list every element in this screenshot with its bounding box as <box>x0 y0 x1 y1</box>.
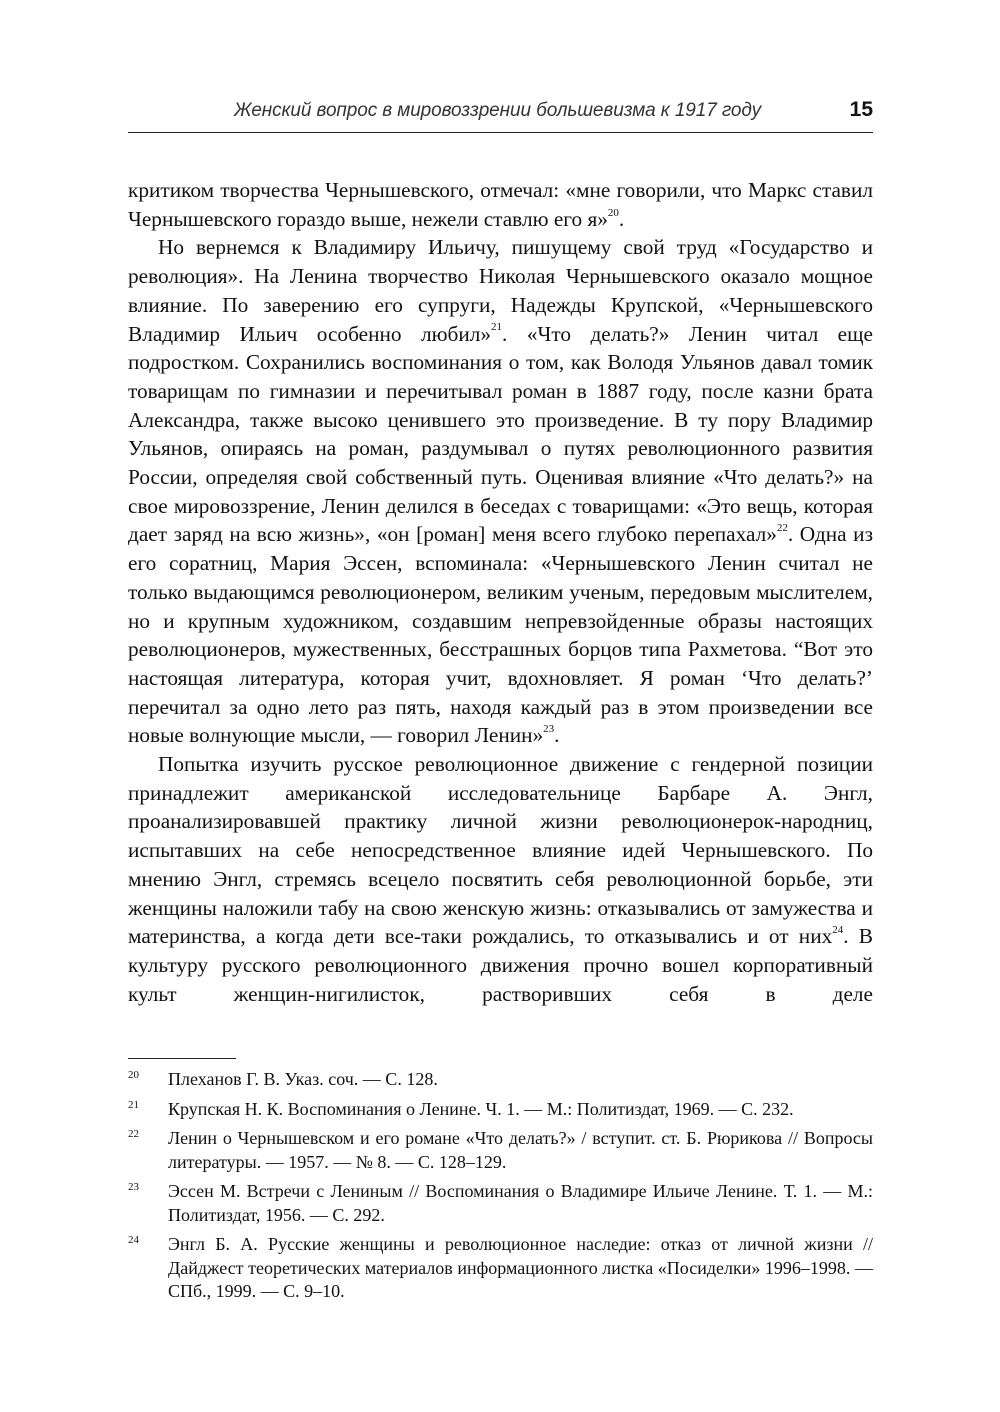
footnote-ref-20: 20 <box>607 206 619 219</box>
paragraph-text: критиком творчества Чернышевского, отмечал: «мне говорили, что Маркс ставил Чернышевского гораздо выше, нежели ставлю его я» <box>128 178 873 231</box>
paragraph-end: . <box>554 723 560 748</box>
footnote-20 <box>128 1068 873 1092</box>
paragraph-2 <box>128 233 873 750</box>
page-header <box>128 98 873 133</box>
footnote-number: 24 <box>128 1234 139 1246</box>
footnote-number: 23 <box>128 1181 139 1193</box>
footnote-text: Ленин о Чернышевском и его романе «Что делать?» / вступит. ст. Б. Рюрикова // Вопросы литературы. — 1957. — № 8. — С. 128–129. <box>168 1128 873 1172</box>
paragraph-text: . В культуру русского революционного движения прочно вошел корпоративный культ женщин-нигилисток, растворивших себя в деле <box>128 924 873 1006</box>
footnote-ref-23: 23 <box>543 723 555 736</box>
running-title: Женский вопрос в мировоззрении большевизма к 1917 году <box>234 100 761 121</box>
footnote-number: 21 <box>128 1098 139 1111</box>
paragraph-text: Но вернемся к Владимиру Ильичу, пишущему свой труд «Государство и революция». На Ленина творчество Николая Чернышевского оказало мощное влияние. По заверению его супруги, Надежды Крупской, «Чернышевского Владимир Ильич особенно любил» <box>128 235 873 346</box>
footnote-21 <box>128 1098 873 1122</box>
main-text <box>128 176 873 1008</box>
footnote-text: Энгл Б. А. Русские женщины и революционное наследие: отказ от личной жизни // Дайджест теоретических материалов информационного листка «Посиделки» 1996–1998. — СПб., 1999. — С. 9–10. <box>168 1234 873 1301</box>
footnote-ref-22: 22 <box>776 522 788 535</box>
footnote-ref-21: 21 <box>491 321 503 334</box>
footnote-number: 20 <box>128 1069 139 1081</box>
paragraph-end: . <box>618 206 625 231</box>
footnote-ref-24: 24 <box>832 924 844 937</box>
footnote-text: Крупская Н. К. Воспоминания о Ленине. Ч. 1. — М.: Политиздат, 1969. — С. 232. <box>168 1098 794 1119</box>
paragraph-3 <box>128 750 873 1008</box>
paragraph-1 <box>128 176 873 233</box>
paragraph-text: . Одна из его соратниц, Мария Эссен, вспоминала: «Чернышевского Ленин считал не только выдающимся революционером, великим ученым, передовым мыслителем, но и крупным художником, создавшим непревзойденные образы настоящих революционеров, мужественных, бесстрашных борцов типа Рахметова. “Вот это настоящая литература, которая учит, вдохновляет. Я роман ‘Что делать?’ перечитал за одно лето раз пять, находя каждый раз в этом произведении все новые волнующие мысли, — говорил Ленин» <box>128 522 873 748</box>
footnote-22 <box>128 1127 873 1174</box>
footnote-separator <box>128 1058 236 1059</box>
paragraph-text: Попытка изучить русское революционное движение с гендерной позиции принадлежит американской исследовательнице Барбаре А. Энгл, проанализировавшей практику личной жизни революционерок-народниц, испытавших на себе непосредственное влияние идей Чернышевского. По мнению Энгл, стремясь всецело посвятить себя революционной борьбе, эти женщины наложили табу на свою женскую жизнь: отказывались от замужества и материнства, а когда дети все-таки рождались, то отказывались и от них <box>128 752 873 949</box>
footnote-24 <box>128 1233 873 1304</box>
footnote-text: Плеханов Г. В. Указ. соч. — С. 128. <box>168 1069 438 1089</box>
footnote-number: 22 <box>128 1128 139 1140</box>
footnote-23 <box>128 1180 873 1227</box>
paragraph-text: . «Что делать?» Ленин читал еще подростком. Сохранились воспоминания о том, как Володя Ульянов давал томик товарищам по гимназии и перечитывал роман в 1887 году, после казни брата Александра, также высоко ценившего это произведение. В ту пору Владимир Ульянов, опираясь на роман, раздумывал о путях революционного развития России, определяя свой собственный путь. Оценивая влияние «Что делать?» на свое мировоззрение, Ленин делился в беседах с товарищами: «Это вещь, которая дает заряд на всю жизнь», «он [роман] меня всего глубоко перепахал» <box>128 321 873 547</box>
page-number: 15 <box>849 98 873 121</box>
footnotes <box>128 1068 873 1310</box>
footnote-text: Эссен М. Встречи с Лениным // Воспоминания о Владимире Ильиче Ленине. Т. 1. — М.: Политиздат, 1956. — С. 292. <box>168 1181 873 1225</box>
